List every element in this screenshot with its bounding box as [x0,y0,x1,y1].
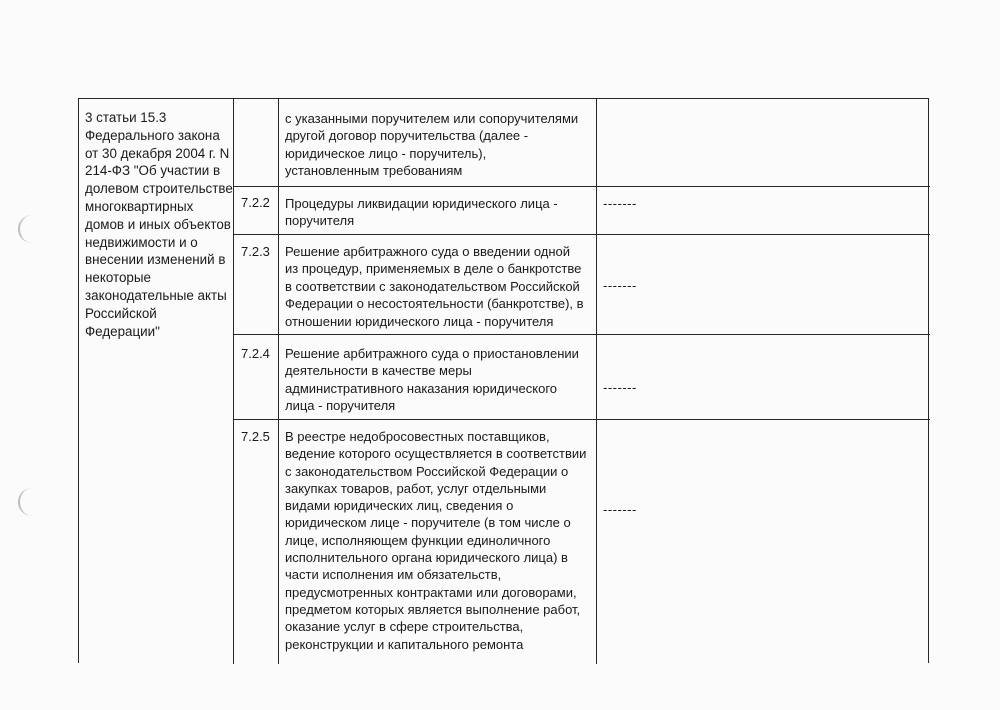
column-divider [596,99,597,664]
punch-hole-mark [18,215,34,243]
row-divider [233,334,930,335]
requirements-table [78,98,929,663]
legal-reference-cell: 3 статьи 15.3 Федерального закона от 30 декабря 2004 г. N 214-ФЗ "Об участии в долевом строительстве многоквартирных домов и иных объектов недвижимости и о внесении изменений в некоторые законодательные акты Российской Федерации" [85,110,233,339]
row-number: 7.2.4 [241,346,270,361]
row-number: 7.2.5 [241,429,270,444]
row-value: ------- [603,196,637,211]
punch-hole-mark [18,488,34,516]
column-divider [278,99,279,664]
row-description: Процедуры ликвидации юридического лица - поручителя [285,196,558,229]
row-number: 7.2.3 [241,244,270,259]
row-description: В реестре недобросовестных поставщиков, ведение которого осуществляется в соответствии с законодательством Российской Федерации о закупках товаров, работ, услуг отдельными видами юридических лиц, сведения о юридическом лице - поручителе (в том числе о лице, исполняющем функции единоличного исполнительного органа юридического лица) в части исполнения им обязательств, предусмотренных контрактами или договорами, предметом которых является выполнение работ, оказание услуг в сфере строительства, реконструкции и капитального ремонта [285,429,587,652]
row-value: ------- [603,278,637,293]
row-description: Решение арбитражного суда о приостановлении деятельности в качестве меры административного наказания юридического лица - поручителя [285,346,579,414]
row-value: ------- [603,380,637,395]
row-value: ------- [603,502,637,517]
row-description: Решение арбитражного суда о введении одной из процедур, применяемых в деле о банкротстве в соответствии с законодательством Российской Федерации о несостоятельности (банкротстве), в отношении юридического лица - поручителя [285,244,584,329]
row-divider [233,234,930,235]
row-divider [233,419,930,420]
row-divider [233,186,930,187]
row-number: 7.2.2 [241,195,270,210]
row-description: с указанными поручителем или сопоручителями другой договор поручительства (далее - юридическое лицо - поручитель), установленным требованиям [285,111,579,179]
